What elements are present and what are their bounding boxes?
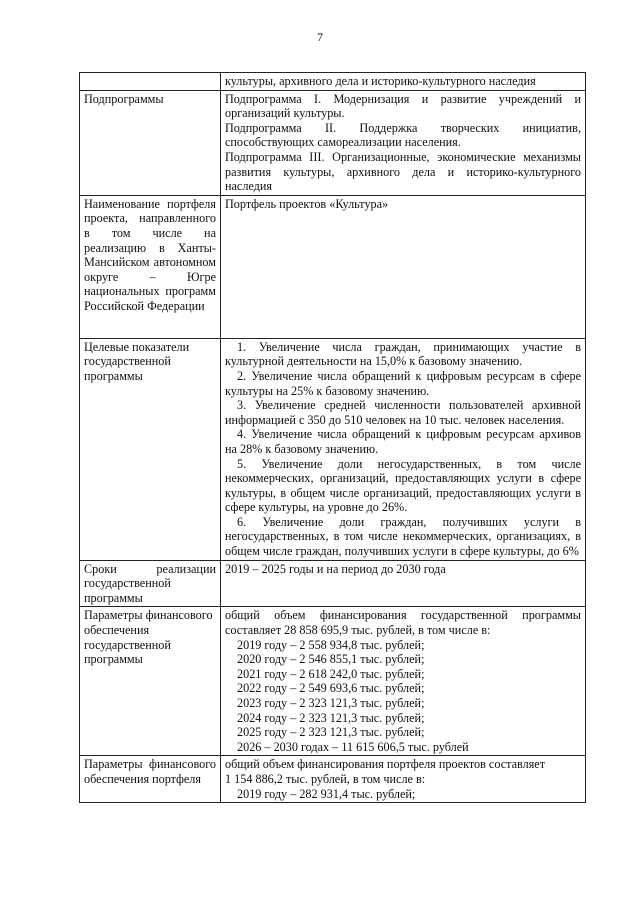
financing-year: 2019 году – 2 558 934,8 тыс. рублей; bbox=[237, 637, 425, 652]
portfolio-financing-amount: 1 154 886,2 тыс. рублей, в том числе в: bbox=[225, 771, 426, 786]
target-indicator-4: 4. Увеличение числа обращений к цифровым ресурсам архивов на 28% к базовому значению. bbox=[225, 427, 581, 456]
row-value bbox=[221, 90, 586, 195]
portfolio-name: Портфель проектов «Культура» bbox=[225, 196, 389, 211]
financing-total: общий объем финансирования государственной программы составляет 28 858 695,9 тыс. рублей, в том числе в: bbox=[225, 608, 581, 638]
table-row bbox=[80, 90, 586, 195]
row-label: Наименование портфеля проекта, направленного в том числе на реализацию в Ханты-Мансийском автономном округе – Югре национальных программ Российской Федерации bbox=[80, 195, 221, 338]
table-row bbox=[80, 338, 586, 560]
row-label: Параметры финансового обеспечения государственной программы bbox=[80, 607, 221, 756]
table-row bbox=[80, 73, 586, 91]
financing-year: 2021 году – 2 618 242,0 тыс. рублей; bbox=[237, 666, 425, 681]
table-row bbox=[80, 195, 586, 338]
page-number: 7 bbox=[317, 30, 323, 44]
program-passport-table bbox=[79, 72, 586, 803]
target-indicator-2: 2. Увеличение числа обращений к цифровым ресурсам в сфере культуры на 25% к базовому значению. bbox=[225, 368, 581, 398]
target-indicator-3: 3. Увеличение средней численности пользователей архивной информацией с 350 до 510 человек на 10 тыс. человек населения. bbox=[225, 398, 581, 427]
subprogram-2: Подпрограмма II. Поддержка творческих инициатив, способствующих самореализации населения. bbox=[225, 120, 581, 150]
row-label bbox=[80, 73, 221, 91]
row-label: Целевые показатели государственной программы bbox=[80, 338, 221, 560]
financing-year: 2022 году – 2 549 693,6 тыс. рублей; bbox=[237, 681, 425, 696]
target-indicator-6: 6. Увеличение доли граждан, получивших услуги в негосударственных, в том числе некоммерческих, организациях, в общем числе граждан, получивших услуги в сфере культуры, до 6% bbox=[225, 514, 581, 559]
financing-year: 2020 году – 2 546 855,1 тыс. рублей; bbox=[237, 652, 425, 667]
row-value bbox=[221, 607, 586, 756]
row-label: Параметры финансового обеспечения портфеля bbox=[80, 756, 221, 803]
value-text: культуры, архивного дела и историко-культурного наследия bbox=[225, 74, 536, 88]
table-row bbox=[80, 607, 586, 756]
portfolio-financing-total: общий объем финансирования портфеля проектов составляет bbox=[225, 757, 546, 772]
subprogram-3: Подпрограмма III. Организационные, экономические механизмы развития культуры, архивного дела и историко-культурного наследия bbox=[225, 149, 581, 194]
table-row bbox=[80, 756, 586, 803]
table-row bbox=[80, 560, 586, 607]
financing-year: 2023 году – 2 323 121,3 тыс. рублей; bbox=[237, 696, 425, 710]
row-value bbox=[221, 338, 586, 560]
row-value bbox=[221, 560, 586, 607]
financing-year: 2024 году – 2 323 121,3 тыс. рублей; bbox=[237, 710, 425, 725]
row-label: Подпрограммы bbox=[80, 90, 221, 195]
target-indicator-5: 5. Увеличение доли негосударственных, в том числе некоммерческих, организаций, предоставляющих услуги в сфере культуры, в общем числе организаций, предоставляющих услуги в сфере культуры, на уровне до 26%. bbox=[225, 456, 581, 515]
financing-year: 2025 году – 2 323 121,3 тыс. рублей; bbox=[237, 725, 425, 740]
row-label: Сроки реализации государственной программы bbox=[80, 560, 221, 607]
implementation-period: 2019 – 2025 годы и на период до 2030 года bbox=[225, 561, 446, 576]
row-value bbox=[221, 195, 586, 338]
portfolio-financing-year: 2019 году – 282 931,4 тыс. рублей; bbox=[237, 786, 416, 801]
financing-year: 2026 – 2030 годах – 11 615 606,5 тыс. рублей bbox=[237, 739, 469, 754]
target-indicator-1: 1. Увеличение числа граждан, принимающих участие в культурной деятельности на 15,0% к базовому значению. bbox=[225, 339, 581, 369]
row-value bbox=[221, 73, 586, 91]
row-value bbox=[221, 756, 586, 803]
subprogram-1: Подпрограмма I. Модернизация и развитие учреждений и организаций культуры. bbox=[225, 91, 581, 121]
